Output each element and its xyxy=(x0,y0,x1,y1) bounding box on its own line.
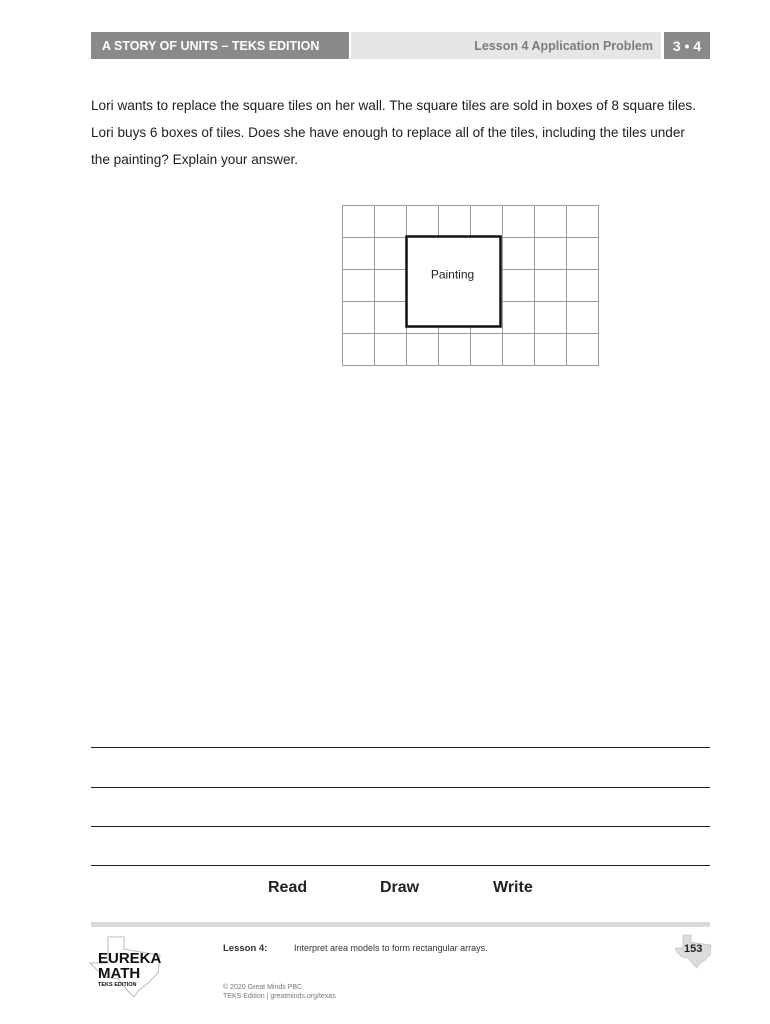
grid-tile xyxy=(407,334,439,366)
draw-label: Draw xyxy=(380,879,420,896)
grid-tile xyxy=(375,334,407,366)
series-title-banner xyxy=(91,32,349,59)
grid-tile xyxy=(439,334,471,366)
logo-word-eureka: EUREKA xyxy=(98,950,162,967)
grid-tile xyxy=(503,270,535,302)
copyright-line-1: © 2020 Great Minds PBC xyxy=(223,984,303,991)
grid-tile xyxy=(343,302,375,334)
logo-word-math: MATH xyxy=(98,965,141,982)
answer-line-2[interactable] xyxy=(91,787,710,788)
grid-tile xyxy=(535,334,567,366)
lesson-title: Lesson 4 Application Problem xyxy=(474,38,653,53)
footer-copyright xyxy=(223,983,336,1001)
grid-tile xyxy=(567,334,599,366)
grid-tile xyxy=(567,238,599,270)
write-label: Write xyxy=(493,879,533,896)
read-label: Read xyxy=(268,879,308,896)
grid-tile xyxy=(471,334,503,366)
logo-word-teks: TEKS EDITION xyxy=(98,982,137,988)
footer-lesson-label: Lesson 4: xyxy=(223,943,268,954)
grade-module-badge xyxy=(664,32,710,59)
problem-statement xyxy=(91,92,711,173)
grid-tile xyxy=(343,238,375,270)
problem-line-2: Lori buys 6 boxes of tiles. Does she have enough to replace all of the tiles, including the tiles under xyxy=(91,125,685,140)
grid-tile xyxy=(567,206,599,238)
eureka-math-logo xyxy=(86,933,166,997)
grid-tile xyxy=(375,302,407,334)
problem-line-1: Lori wants to replace the square tiles on her wall. The square tiles are sold in boxes of 8 square tiles. xyxy=(91,98,697,113)
grid-tile xyxy=(343,270,375,302)
grid-tile xyxy=(567,270,599,302)
grid-tile xyxy=(471,206,503,238)
painting-label: Painting xyxy=(430,267,475,282)
grid-tile xyxy=(503,206,535,238)
grid-tile xyxy=(343,334,375,366)
painting-rectangle xyxy=(407,237,501,327)
series-title: A STORY OF UNITS – TEKS EDITION xyxy=(102,38,320,53)
grid-tile xyxy=(503,238,535,270)
grid-tile xyxy=(407,206,439,238)
footer-divider xyxy=(91,922,710,927)
grid-tile xyxy=(503,302,535,334)
answer-line-3[interactable] xyxy=(91,826,710,827)
grid-tile xyxy=(375,270,407,302)
footer-lesson-description: Interpret area models to form rectangular arrays. xyxy=(294,943,488,953)
copyright-line-2: TEKS Edition | greatminds.org/texas xyxy=(223,993,336,1000)
page-number: 153 xyxy=(684,943,703,955)
lesson-title-banner xyxy=(351,32,661,59)
tile-grid-figure xyxy=(341,204,599,372)
grid-tile xyxy=(535,302,567,334)
grid-tile xyxy=(535,206,567,238)
grid-tile xyxy=(503,334,535,366)
grid-tile xyxy=(535,238,567,270)
grid-tile xyxy=(343,206,375,238)
grade-module: 3 • 4 xyxy=(672,37,702,54)
problem-line-3: the painting? Explain your answer. xyxy=(91,152,299,167)
grid-tile xyxy=(567,302,599,334)
answer-line-1[interactable] xyxy=(91,747,710,748)
grid-tile xyxy=(535,270,567,302)
grid-tile xyxy=(375,206,407,238)
grid-tile xyxy=(375,238,407,270)
grid-tile xyxy=(439,206,471,238)
answer-line-4[interactable] xyxy=(91,865,710,866)
